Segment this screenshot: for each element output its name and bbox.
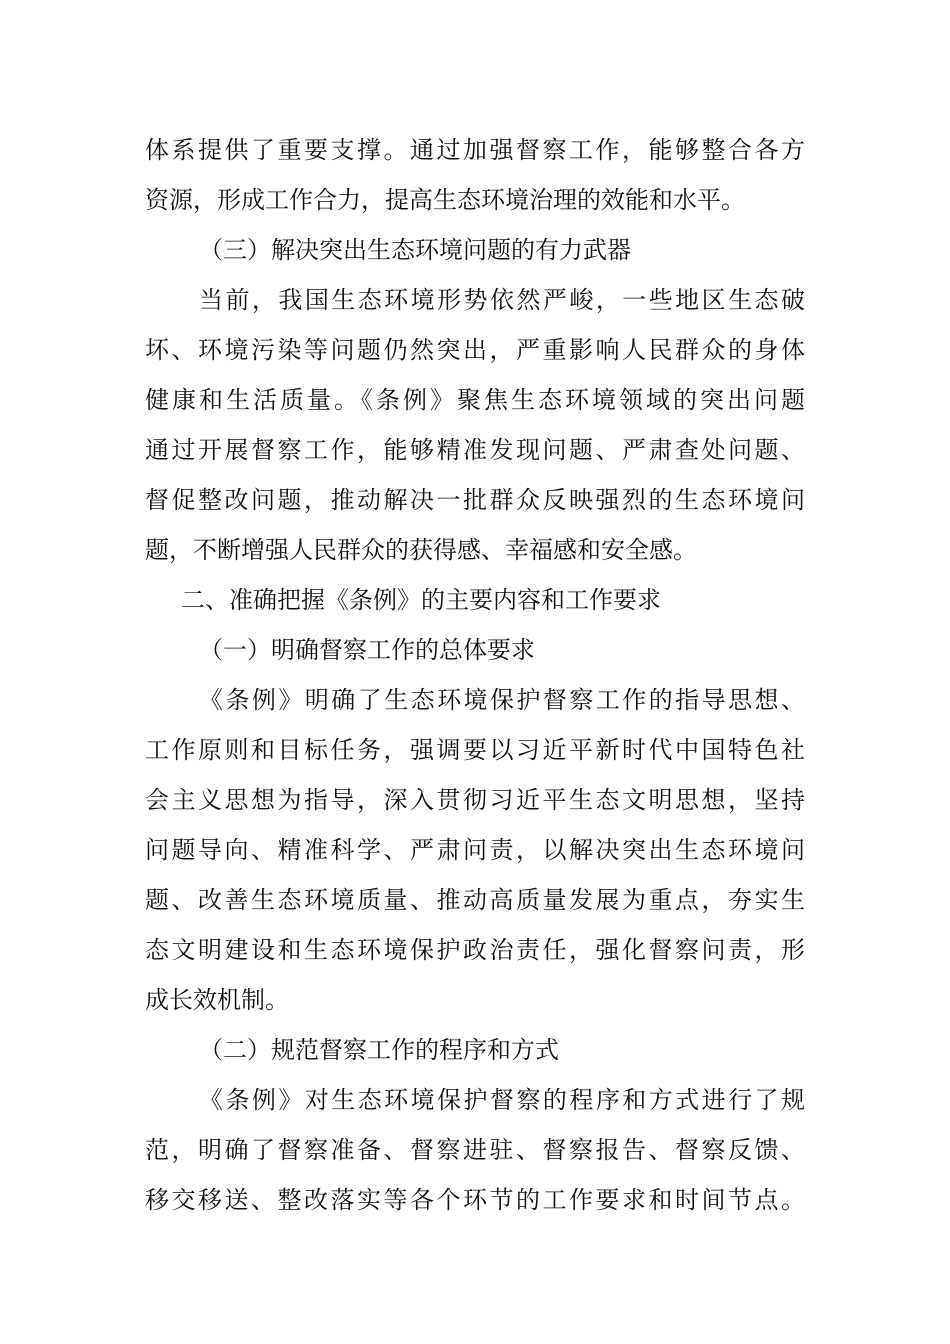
paragraph-current-situation xyxy=(145,275,805,575)
text-line: 题、改善生态环境质量、推动高质量发展为重点，夯实生 xyxy=(145,886,805,914)
text-line: 《条例》对生态环境保护督察的程序和方式进行了规 xyxy=(199,1086,805,1114)
text-line: 成长效机制。 xyxy=(145,986,289,1014)
text-line: 移交移送、整改落实等各个环节的工作要求和时间节点。 xyxy=(145,1186,805,1214)
text-line: 态文明建设和生态环境保护政治责任，强化督察问责，形 xyxy=(145,936,805,964)
text-line: 体系提供了重要支撑。通过加强督察工作，能够整合各方 xyxy=(145,136,805,164)
section-heading-3: （三）解决突出生态环境问题的有力武器 xyxy=(199,236,631,264)
text-line: 坏、环境污染等问题仍然突出，严重影响人民群众的身体 xyxy=(145,336,805,364)
paragraph-procedures xyxy=(145,1075,805,1225)
paragraph-overall-requirements xyxy=(145,675,805,1025)
text-line: 当前，我国生态环境形势依然严峻，一些地区生态破 xyxy=(199,286,805,314)
text-line: 会主义思想为指导，深入贯彻习近平生态文明思想，坚持 xyxy=(145,786,805,814)
chapter-heading-2: 二、准确把握《条例》的主要内容和工作要求 xyxy=(181,586,661,614)
text-line: 范，明确了督察准备、督察进驻、督察报告、督察反馈、 xyxy=(145,1136,805,1164)
text-line: 资源，形成工作合力，提高生态环境治理的效能和水平。 xyxy=(145,186,745,214)
document-page xyxy=(145,125,805,1225)
text-line: 工作原则和目标任务，强调要以习近平新时代中国特色社 xyxy=(145,736,805,764)
text-line: 通过开展督察工作，能够精准发现问题、严肃查处问题、 xyxy=(145,436,805,464)
text-line: 题，不断增强人民群众的获得感、幸福感和安全感。 xyxy=(145,536,697,564)
section-heading-2-2: （二）规范督察工作的程序和方式 xyxy=(199,1036,559,1064)
text-line: 督促整改问题，推动解决一批群众反映强烈的生态环境问 xyxy=(145,486,805,514)
paragraph-supervision-support xyxy=(145,125,805,225)
text-line: 《条例》明确了生态环境保护督察工作的指导思想、 xyxy=(199,686,805,714)
text-line: 问题导向、精准科学、严肃问责，以解决突出生态环境问 xyxy=(145,836,805,864)
section-heading-2-1: （一）明确督察工作的总体要求 xyxy=(199,636,535,664)
text-line: 健康和生活质量。《条例》聚焦生态环境领域的突出问题 xyxy=(145,386,805,414)
